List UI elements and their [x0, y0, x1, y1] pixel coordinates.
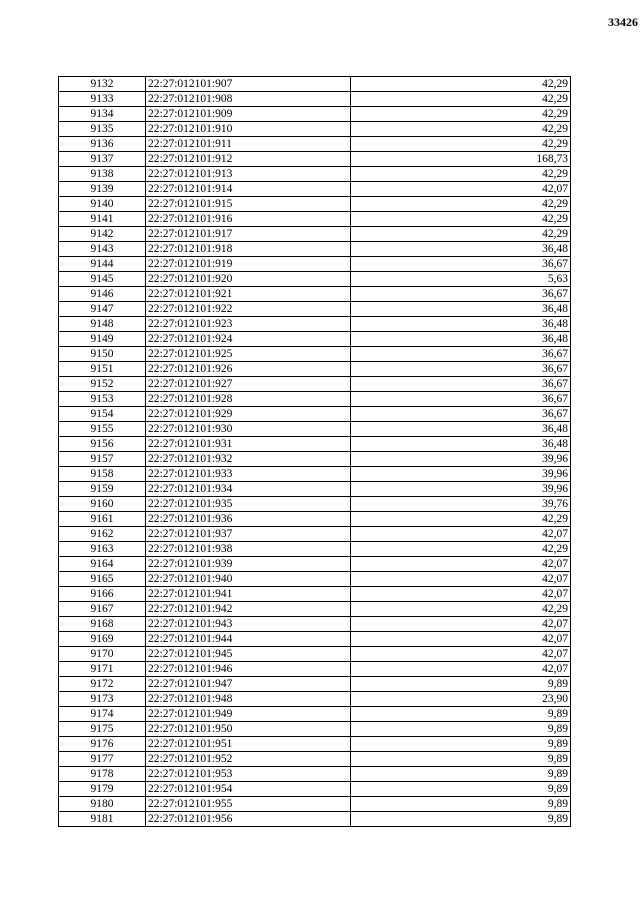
area-value: 42,07 — [351, 647, 571, 662]
table-row — [59, 587, 571, 602]
cadastral-number: 22:27:012101:938 — [146, 542, 351, 557]
table-row — [59, 602, 571, 617]
row-number: 9132 — [59, 77, 146, 92]
cadastral-number: 22:27:012101:943 — [146, 617, 351, 632]
table-row — [59, 512, 571, 527]
table-row — [59, 407, 571, 422]
table-row — [59, 497, 571, 512]
area-value: 39,96 — [351, 482, 571, 497]
table-row — [59, 647, 571, 662]
cadastral-number: 22:27:012101:911 — [146, 137, 351, 152]
cadastral-number: 22:27:012101:949 — [146, 707, 351, 722]
area-value: 36,67 — [351, 362, 571, 377]
table-row — [59, 272, 571, 287]
table-row — [59, 632, 571, 647]
cadastral-number: 22:27:012101:939 — [146, 557, 351, 572]
row-number: 9141 — [59, 212, 146, 227]
table-row — [59, 257, 571, 272]
area-value: 9,89 — [351, 722, 571, 737]
area-value: 42,29 — [351, 542, 571, 557]
cadastral-number: 22:27:012101:926 — [146, 362, 351, 377]
cadastral-number: 22:27:012101:934 — [146, 482, 351, 497]
area-value: 9,89 — [351, 767, 571, 782]
row-number: 9156 — [59, 437, 146, 452]
area-value: 39,76 — [351, 497, 571, 512]
table-row — [59, 557, 571, 572]
cadastral-number: 22:27:012101:929 — [146, 407, 351, 422]
table-row — [59, 542, 571, 557]
row-number: 9140 — [59, 197, 146, 212]
row-number: 9142 — [59, 227, 146, 242]
area-value: 42,07 — [351, 572, 571, 587]
row-number: 9171 — [59, 662, 146, 677]
area-value: 9,89 — [351, 752, 571, 767]
row-number: 9149 — [59, 332, 146, 347]
row-number: 9159 — [59, 482, 146, 497]
table-row — [59, 227, 571, 242]
table-row — [59, 242, 571, 257]
cadastral-number: 22:27:012101:908 — [146, 92, 351, 107]
cadastral-number: 22:27:012101:935 — [146, 497, 351, 512]
table-row — [59, 677, 571, 692]
table-row — [59, 662, 571, 677]
row-number: 9167 — [59, 602, 146, 617]
row-number: 9163 — [59, 542, 146, 557]
row-number: 9173 — [59, 692, 146, 707]
area-value: 23,90 — [351, 692, 571, 707]
cadastral-number: 22:27:012101:918 — [146, 242, 351, 257]
area-value: 42,29 — [351, 137, 571, 152]
cadastral-number: 22:27:012101:948 — [146, 692, 351, 707]
area-value: 36,48 — [351, 422, 571, 437]
cadastral-number: 22:27:012101:944 — [146, 632, 351, 647]
area-value: 36,67 — [351, 407, 571, 422]
cadastral-number: 22:27:012101:933 — [146, 467, 351, 482]
row-number: 9178 — [59, 767, 146, 782]
cadastral-number: 22:27:012101:932 — [146, 452, 351, 467]
cadastral-number: 22:27:012101:914 — [146, 182, 351, 197]
table-row — [59, 152, 571, 167]
cadastral-number: 22:27:012101:923 — [146, 317, 351, 332]
cadastral-number: 22:27:012101:922 — [146, 302, 351, 317]
table-row — [59, 167, 571, 182]
table-row — [59, 737, 571, 752]
area-value: 9,89 — [351, 782, 571, 797]
cadastral-number: 22:27:012101:920 — [146, 272, 351, 287]
row-number: 9176 — [59, 737, 146, 752]
row-number: 9133 — [59, 92, 146, 107]
area-value: 36,67 — [351, 377, 571, 392]
table-row — [59, 422, 571, 437]
table-row — [59, 467, 571, 482]
cadastral-number: 22:27:012101:915 — [146, 197, 351, 212]
table-row — [59, 302, 571, 317]
table-row — [59, 437, 571, 452]
area-value: 36,48 — [351, 332, 571, 347]
cadastral-number: 22:27:012101:913 — [146, 167, 351, 182]
table-row — [59, 452, 571, 467]
cadastral-number: 22:27:012101:946 — [146, 662, 351, 677]
row-number: 9147 — [59, 302, 146, 317]
table-row — [59, 122, 571, 137]
area-value: 168,73 — [351, 152, 571, 167]
row-number: 9145 — [59, 272, 146, 287]
row-number: 9170 — [59, 647, 146, 662]
cadastral-number: 22:27:012101:936 — [146, 512, 351, 527]
area-value: 39,96 — [351, 467, 571, 482]
area-value: 42,29 — [351, 197, 571, 212]
area-value: 36,67 — [351, 392, 571, 407]
row-number: 9154 — [59, 407, 146, 422]
area-value: 42,29 — [351, 512, 571, 527]
area-value: 42,29 — [351, 107, 571, 122]
table-row — [59, 317, 571, 332]
area-value: 36,67 — [351, 257, 571, 272]
cadastral-number: 22:27:012101:912 — [146, 152, 351, 167]
area-value: 42,29 — [351, 167, 571, 182]
cadastral-number: 22:27:012101:953 — [146, 767, 351, 782]
table-row — [59, 782, 571, 797]
area-value: 39,96 — [351, 452, 571, 467]
row-number: 9143 — [59, 242, 146, 257]
row-number: 9134 — [59, 107, 146, 122]
row-number: 9139 — [59, 182, 146, 197]
cadastral-number: 22:27:012101:955 — [146, 797, 351, 812]
cadastral-number: 22:27:012101:925 — [146, 347, 351, 362]
table-row — [59, 107, 571, 122]
table-row — [59, 482, 571, 497]
area-value: 36,67 — [351, 347, 571, 362]
row-number: 9180 — [59, 797, 146, 812]
cadastral-number: 22:27:012101:928 — [146, 392, 351, 407]
table-row — [59, 812, 571, 827]
table-row — [59, 332, 571, 347]
row-number: 9153 — [59, 392, 146, 407]
area-value: 42,07 — [351, 587, 571, 602]
cadastral-number: 22:27:012101:927 — [146, 377, 351, 392]
table-row — [59, 347, 571, 362]
table-row — [59, 722, 571, 737]
row-number: 9155 — [59, 422, 146, 437]
row-number: 9162 — [59, 527, 146, 542]
area-value: 42,29 — [351, 602, 571, 617]
cadastral-number: 22:27:012101:947 — [146, 677, 351, 692]
cadastral-number: 22:27:012101:952 — [146, 752, 351, 767]
cadastral-number: 22:27:012101:921 — [146, 287, 351, 302]
row-number: 9135 — [59, 122, 146, 137]
table-row — [59, 377, 571, 392]
row-number: 9181 — [59, 812, 146, 827]
cadastral-number: 22:27:012101:917 — [146, 227, 351, 242]
table-row — [59, 752, 571, 767]
area-value: 36,48 — [351, 302, 571, 317]
cadastral-number: 22:27:012101:937 — [146, 527, 351, 542]
row-number: 9164 — [59, 557, 146, 572]
table-row — [59, 182, 571, 197]
cadastral-number: 22:27:012101:916 — [146, 212, 351, 227]
row-number: 9150 — [59, 347, 146, 362]
table-row — [59, 572, 571, 587]
area-value: 9,89 — [351, 797, 571, 812]
cadastral-number: 22:27:012101:930 — [146, 422, 351, 437]
area-value: 42,29 — [351, 122, 571, 137]
row-number: 9161 — [59, 512, 146, 527]
cadastral-number: 22:27:012101:924 — [146, 332, 351, 347]
area-value: 42,07 — [351, 632, 571, 647]
cadastral-number: 22:27:012101:907 — [146, 77, 351, 92]
cadastral-number: 22:27:012101:931 — [146, 437, 351, 452]
row-number: 9137 — [59, 152, 146, 167]
table-row — [59, 767, 571, 782]
area-value: 36,48 — [351, 437, 571, 452]
area-value: 42,07 — [351, 182, 571, 197]
row-number: 9174 — [59, 707, 146, 722]
table-row — [59, 797, 571, 812]
area-value: 42,07 — [351, 662, 571, 677]
table-row — [59, 212, 571, 227]
table-row — [59, 692, 571, 707]
cadastral-number: 22:27:012101:954 — [146, 782, 351, 797]
area-value: 42,29 — [351, 212, 571, 227]
area-value: 9,89 — [351, 812, 571, 827]
cadastral-number: 22:27:012101:951 — [146, 737, 351, 752]
row-number: 9148 — [59, 317, 146, 332]
cadastral-number: 22:27:012101:940 — [146, 572, 351, 587]
row-number: 9166 — [59, 587, 146, 602]
table-row — [59, 392, 571, 407]
cadastral-table — [58, 76, 571, 827]
page-number: 33426 — [608, 15, 638, 29]
table-row — [59, 77, 571, 92]
row-number: 9136 — [59, 137, 146, 152]
table-row — [59, 707, 571, 722]
table-row — [59, 617, 571, 632]
row-number: 9160 — [59, 497, 146, 512]
table-row — [59, 287, 571, 302]
area-value: 36,48 — [351, 317, 571, 332]
row-number: 9152 — [59, 377, 146, 392]
cadastral-number: 22:27:012101:942 — [146, 602, 351, 617]
row-number: 9138 — [59, 167, 146, 182]
area-value: 42,29 — [351, 227, 571, 242]
cadastral-number: 22:27:012101:919 — [146, 257, 351, 272]
cadastral-number: 22:27:012101:910 — [146, 122, 351, 137]
area-value: 9,89 — [351, 707, 571, 722]
row-number: 9146 — [59, 287, 146, 302]
table-row — [59, 527, 571, 542]
area-value: 42,07 — [351, 527, 571, 542]
row-number: 9177 — [59, 752, 146, 767]
area-value: 5,63 — [351, 272, 571, 287]
cadastral-number: 22:27:012101:956 — [146, 812, 351, 827]
area-value: 42,07 — [351, 557, 571, 572]
row-number: 9165 — [59, 572, 146, 587]
area-value: 9,89 — [351, 737, 571, 752]
area-value: 42,29 — [351, 92, 571, 107]
table-row — [59, 92, 571, 107]
row-number: 9175 — [59, 722, 146, 737]
cadastral-number: 22:27:012101:945 — [146, 647, 351, 662]
cadastral-number: 22:27:012101:909 — [146, 107, 351, 122]
cadastral-number: 22:27:012101:950 — [146, 722, 351, 737]
table-row — [59, 137, 571, 152]
row-number: 9168 — [59, 617, 146, 632]
area-value: 9,89 — [351, 677, 571, 692]
row-number: 9158 — [59, 467, 146, 482]
row-number: 9169 — [59, 632, 146, 647]
row-number: 9144 — [59, 257, 146, 272]
table-row — [59, 362, 571, 377]
row-number: 9172 — [59, 677, 146, 692]
area-value: 36,67 — [351, 287, 571, 302]
table-row — [59, 197, 571, 212]
row-number: 9157 — [59, 452, 146, 467]
area-value: 42,29 — [351, 77, 571, 92]
table-body — [59, 77, 571, 827]
area-value: 42,07 — [351, 617, 571, 632]
area-value: 36,48 — [351, 242, 571, 257]
cadastral-number: 22:27:012101:941 — [146, 587, 351, 602]
row-number: 9179 — [59, 782, 146, 797]
row-number: 9151 — [59, 362, 146, 377]
